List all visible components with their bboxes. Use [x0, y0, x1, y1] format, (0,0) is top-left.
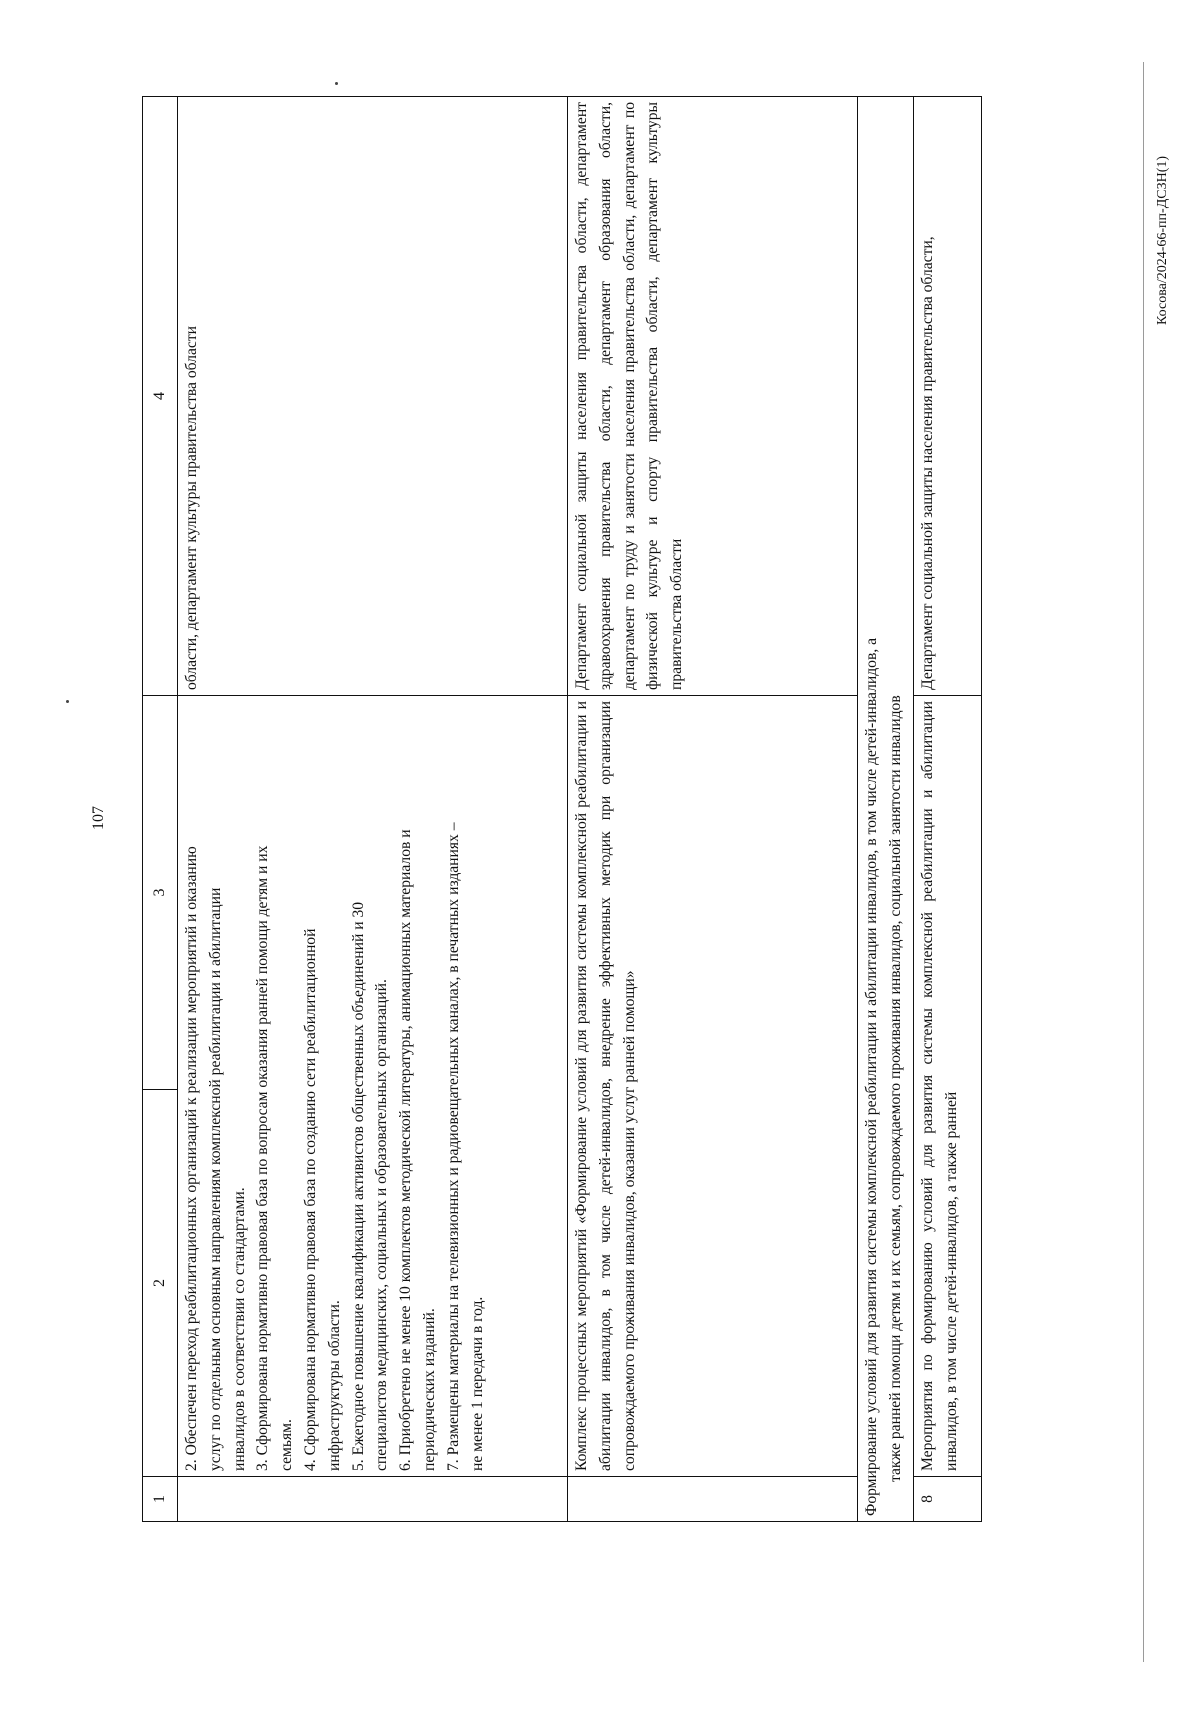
- header-col-1: 1: [143, 1477, 178, 1522]
- section-heading-line: также ранней помощи детям и их семьям, сопровождаемого проживания инвалидов, социальной занятости инвалидов: [886, 695, 904, 1482]
- result-item: 6. Приобретено не менее 10 комплектов методической литературы, анимационных материалов и периодических изданий.: [397, 829, 438, 1471]
- header-col-2: 2: [143, 1090, 178, 1477]
- table-row: [178, 97, 568, 1522]
- table-row: [858, 97, 914, 1522]
- scan-speck: [335, 82, 338, 85]
- results-cell: [178, 696, 568, 1477]
- section-heading-line: Формирование условий для развития системы комплексной реабилитации и абилитации инвалидов, в том числе детей-инвалидов, а: [863, 637, 880, 1516]
- page-number: 107: [90, 806, 107, 830]
- responsible-cell: области, департамент культуры правительства области: [178, 97, 568, 696]
- result-item: 2. Обеспечен переход реабилитационных организаций к реализации мероприятий и оказанию услуг по отдельным основным направлениям комплексной реабилитации и абилитации инвалидов в соответствии со стандартами.: [183, 846, 248, 1471]
- measure-title-cell: Мероприятия по формированию условий для развития системы комплексной реабилитации и абилитации инвалидов, в том числе детей-инвалидов, а также ранней: [914, 696, 982, 1477]
- row-number: [568, 1477, 858, 1522]
- result-item: 4. Сформирована нормативно правовая база по созданию сети реабилитационной инфраструктуры области.: [301, 928, 343, 1471]
- header-col-3: 3: [143, 696, 178, 1090]
- table-row: [568, 97, 858, 1522]
- document-code: Косова/2024-66-пп-ДСЗН(1): [1155, 155, 1170, 325]
- header-col-4: 4: [143, 97, 178, 696]
- result-item: 7. Размещены материалы на телевизионных и радиовещательных каналах, в печатных изданиях – не менее 1 передачи в год.: [444, 822, 486, 1471]
- result-item: 3. Сформирована нормативно правовая база по вопросам оказания ранней помощи детям и их семьям.: [254, 845, 296, 1471]
- table-header-row: [143, 97, 178, 1522]
- row-number: [178, 1477, 568, 1522]
- responsible-cell: Департамент социальной защиты населения правительства области,: [914, 97, 982, 696]
- row-number: 8: [914, 1477, 982, 1522]
- scan-speck: [66, 700, 69, 703]
- complex-title-cell: Комплекс процессных мероприятий «Формирование условий для развития системы комплексной реабилитации и абилитации инвалидов, в том числе детей-инвалидов, внедрение эффективных методик при организации сопровождаемого проживания инвалидов, оказании услуг ранней помощи»: [568, 696, 858, 1477]
- responsible-cell: Департамент социальной защиты населения правительства области, департамент здравоохранения правительства области, департамент образования области, департамент по труду и занятости населения правительства области, департамент по физической культуре и спорту правительства области, департамент культуры правительства области: [568, 97, 858, 696]
- footer-rule: [1143, 62, 1144, 1662]
- table-row: [914, 97, 982, 1522]
- document-table: [142, 97, 982, 1522]
- result-item: 5. Ежегодное повышение квалификации активистов общественных объединений и 30 специалистов медицинских, социальных и образовательных организаций.: [349, 901, 391, 1471]
- section-heading-cell: [858, 97, 914, 1522]
